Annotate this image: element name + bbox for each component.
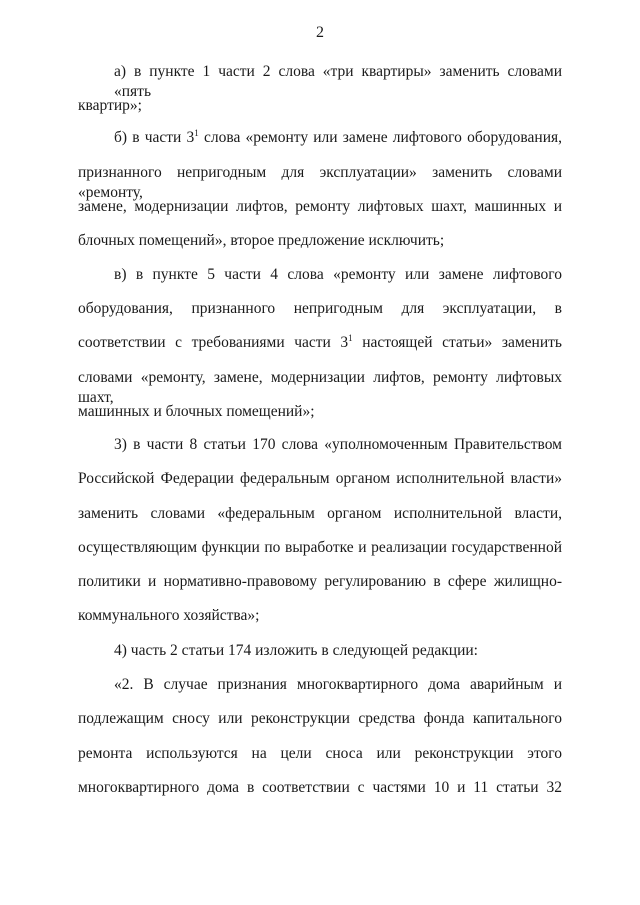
text-line: замене, модернизации лифтов, ремонту лифтовых шахт, машинных и <box>78 198 562 215</box>
text-line: 3) в части 8 статьи 170 слова «уполномоченным Правительством <box>114 436 562 453</box>
text-line: осуществляющим функции по выработке и реализации государственной <box>78 539 562 556</box>
superscript: 1 <box>194 128 199 138</box>
text-line: Российской Федерации федеральным органом исполнительной власти» <box>78 470 562 487</box>
text-segment: настоящей статьи» заменить <box>352 334 562 351</box>
text-line: ремонта используются на цели сноса или реконструкции этого <box>78 745 562 762</box>
text-line: подлежащим сносу или реконструкции средства фонда капитального <box>78 710 562 727</box>
superscript: 1 <box>348 333 353 343</box>
text-line: многоквартирного дома в соответствии с частями 10 и 11 статьи 32 <box>78 779 562 796</box>
text-line: блочных помещений», второе предложение исключить; <box>78 232 445 249</box>
text-line: 4) часть 2 статьи 174 изложить в следующей редакции: <box>114 642 478 659</box>
text-line: коммунального хозяйства»; <box>78 607 260 624</box>
text-line: в) в пункте 5 части 4 слова «ремонту или замене лифтового <box>114 266 562 283</box>
text-line: оборудования, признанного непригодным для эксплуатации, в <box>78 300 562 317</box>
text-segment: слова «ремонту или замене лифтового оборудования, <box>198 129 562 146</box>
text-segment: соответствии с требованиями части 3 <box>78 334 349 351</box>
text-line: машинных и блочных помещений»; <box>78 403 315 420</box>
text-line: «2. В случае признания многоквартирного дома аварийным и <box>114 676 562 693</box>
text-line: политики и нормативно-правовому регулированию в сфере жилищно- <box>78 573 562 590</box>
text-line: а) в пункте 1 части 2 слова «три квартиры» заменить словами «пять <box>114 63 562 100</box>
text-line: признанного непригодным для эксплуатации» заменить словами «ремонту, <box>78 164 562 201</box>
text-segment: б) в части 3 <box>114 129 195 146</box>
text-line <box>114 128 562 148</box>
text-line <box>78 333 562 353</box>
text-line: заменить словами «федеральным органом исполнительной власти, <box>78 505 562 522</box>
text-line: словами «ремонту, замене, модернизации лифтов, ремонту лифтовых шахт, <box>78 369 562 406</box>
page-number: 2 <box>316 24 324 41</box>
text-line: квартир»; <box>78 97 142 114</box>
